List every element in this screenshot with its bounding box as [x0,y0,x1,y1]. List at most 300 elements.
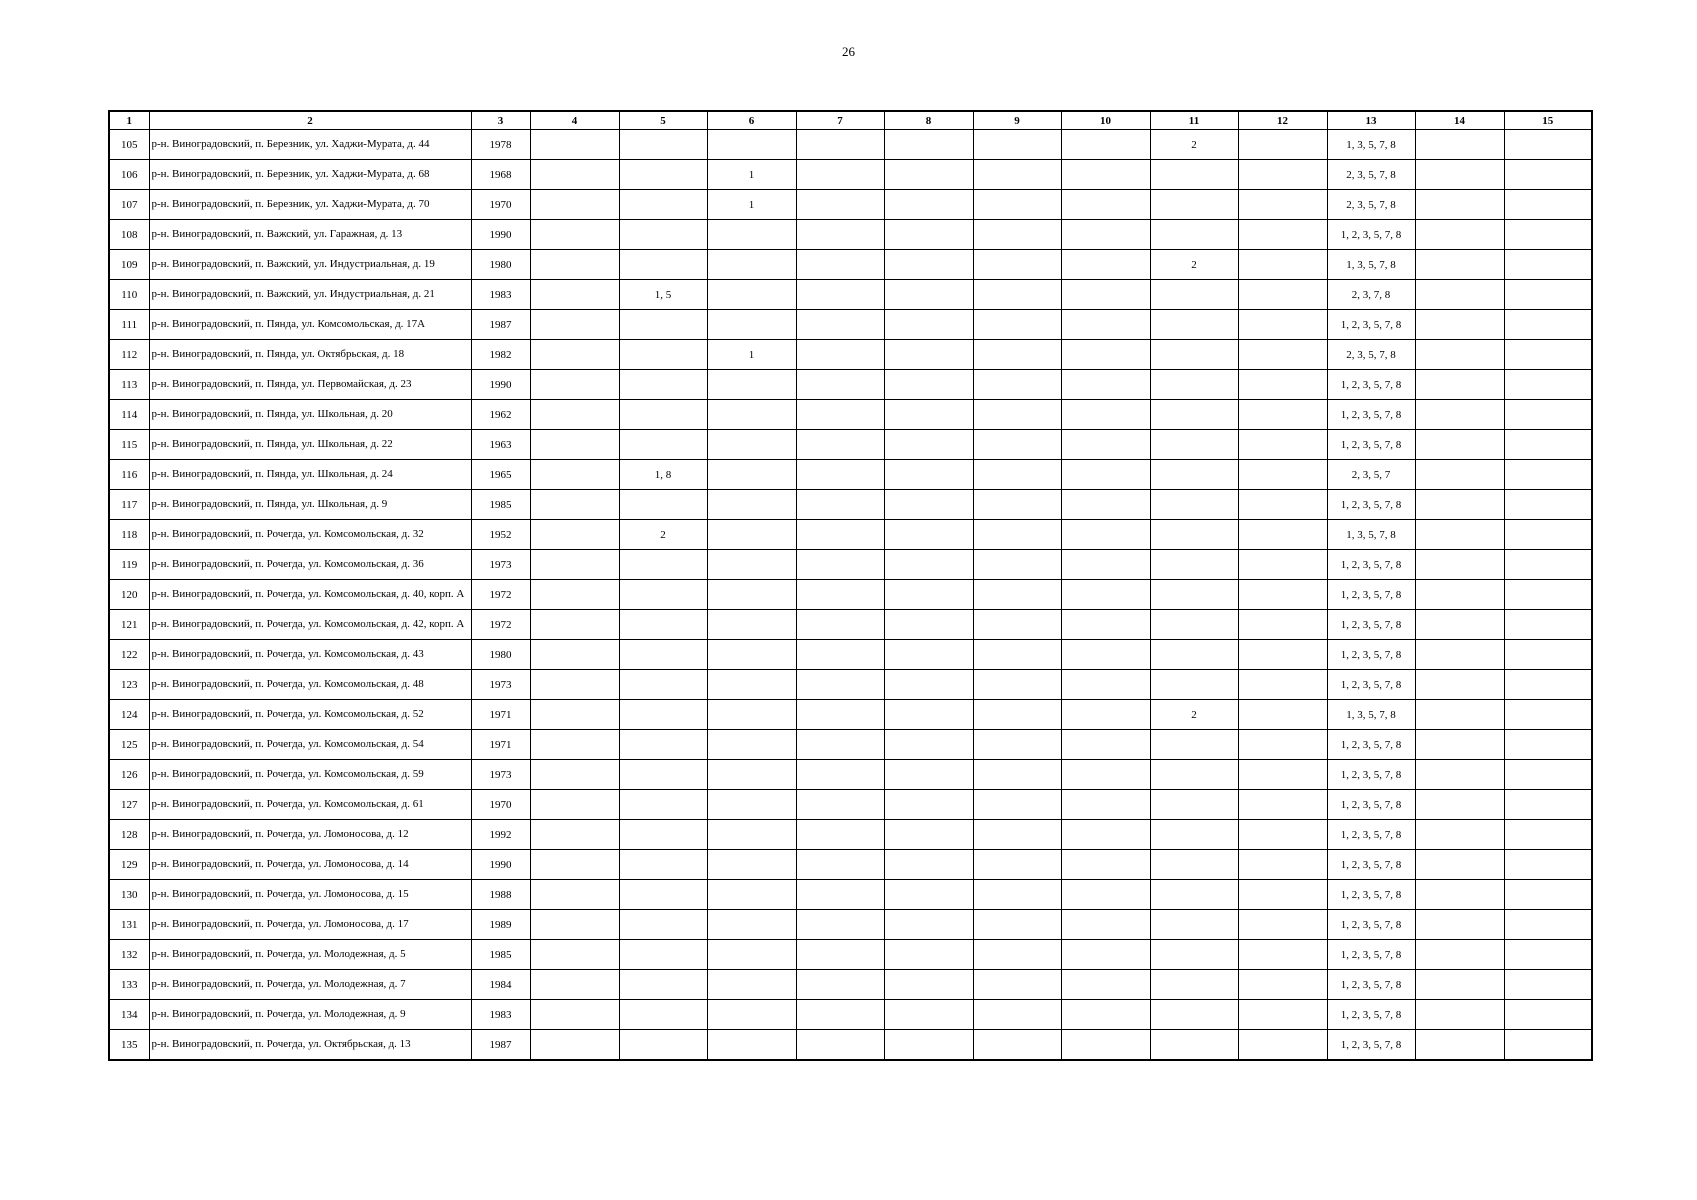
empty-cell [1061,820,1150,850]
empty-cell [973,130,1061,160]
row-number-cell: 117 [109,490,149,520]
empty-cell [884,700,973,730]
empty-cell [796,670,884,700]
address-cell: р-н. Виноградовский, п. Рочегда, ул. Молодежная, д. 9 [149,1000,471,1030]
empty-cell [1504,670,1592,700]
column-header-12: 12 [1238,111,1327,130]
table-row [109,640,1592,670]
year-cell: 1987 [471,1030,530,1061]
row-number-cell: 113 [109,370,149,400]
column-11-cell [1150,970,1238,1000]
column-5-cell: 1, 8 [619,460,707,490]
address-cell: р-н. Виноградовский, п. Рочегда, ул. Комсомольская, д. 43 [149,640,471,670]
table-row [109,940,1592,970]
empty-cell [884,460,973,490]
empty-cell [1504,190,1592,220]
table-row [109,430,1592,460]
empty-cell [1061,370,1150,400]
column-header-6: 6 [707,111,796,130]
page-number: 26 [842,44,855,59]
table-row [109,670,1592,700]
empty-cell [884,910,973,940]
row-number-cell: 122 [109,640,149,670]
empty-cell [796,370,884,400]
empty-cell [1061,700,1150,730]
column-11-cell [1150,670,1238,700]
column-6-cell [707,370,796,400]
empty-cell [530,610,619,640]
column-5-cell: 1, 5 [619,280,707,310]
empty-cell [1238,670,1327,700]
empty-cell [1061,160,1150,190]
empty-cell [884,400,973,430]
empty-cell [530,340,619,370]
column-11-cell [1150,790,1238,820]
row-number-cell: 106 [109,160,149,190]
empty-cell [1504,430,1592,460]
empty-cell [1504,730,1592,760]
year-cell: 1972 [471,610,530,640]
empty-cell [796,460,884,490]
year-cell: 1985 [471,940,530,970]
column-5-cell [619,1030,707,1061]
empty-cell [530,160,619,190]
column-5-cell [619,310,707,340]
empty-cell [1061,910,1150,940]
column-6-cell: 1 [707,340,796,370]
column-header-8: 8 [884,111,973,130]
empty-cell [1504,850,1592,880]
empty-cell [796,160,884,190]
empty-cell [1238,250,1327,280]
row-number-cell: 131 [109,910,149,940]
empty-cell [530,280,619,310]
empty-cell [530,430,619,460]
empty-cell [1061,310,1150,340]
empty-cell [884,730,973,760]
empty-cell [1238,490,1327,520]
address-cell: р-н. Виноградовский, п. Пянда, ул. Школьная, д. 20 [149,400,471,430]
table-row [109,910,1592,940]
column-6-cell [707,850,796,880]
empty-cell [530,970,619,1000]
table-row [109,190,1592,220]
empty-cell [796,910,884,940]
empty-cell [1415,340,1504,370]
empty-cell [1238,610,1327,640]
empty-cell [530,850,619,880]
row-number-cell: 111 [109,310,149,340]
empty-cell [884,970,973,1000]
empty-cell [530,820,619,850]
column-11-cell: 2 [1150,130,1238,160]
column-5-cell [619,910,707,940]
column-13-cell: 1, 3, 5, 7, 8 [1327,700,1415,730]
empty-cell [1415,490,1504,520]
empty-cell [1504,820,1592,850]
column-11-cell [1150,940,1238,970]
column-11-cell [1150,400,1238,430]
column-13-cell: 1, 2, 3, 5, 7, 8 [1327,550,1415,580]
row-number-cell: 115 [109,430,149,460]
column-6-cell [707,460,796,490]
empty-cell [1415,400,1504,430]
empty-cell [796,280,884,310]
column-11-cell [1150,550,1238,580]
empty-cell [1238,550,1327,580]
empty-cell [530,670,619,700]
column-5-cell [619,940,707,970]
empty-cell [796,970,884,1000]
empty-cell [1061,940,1150,970]
empty-cell [884,310,973,340]
table-row [109,490,1592,520]
column-5-cell [619,760,707,790]
column-13-cell: 2, 3, 5, 7, 8 [1327,340,1415,370]
year-cell: 1985 [471,490,530,520]
column-5-cell [619,130,707,160]
column-11-cell [1150,640,1238,670]
empty-cell [884,1000,973,1030]
empty-cell [530,460,619,490]
empty-cell [884,1030,973,1061]
empty-cell [884,520,973,550]
empty-cell [1504,790,1592,820]
row-number-cell: 133 [109,970,149,1000]
column-5-cell [619,160,707,190]
column-6-cell [707,130,796,160]
column-header-13: 13 [1327,111,1415,130]
row-number-cell: 130 [109,880,149,910]
address-cell: р-н. Виноградовский, п. Рочегда, ул. Ломоносова, д. 15 [149,880,471,910]
address-cell: р-н. Виноградовский, п. Важский, ул. Индустриальная, д. 19 [149,250,471,280]
column-6-cell [707,220,796,250]
column-13-cell: 1, 2, 3, 5, 7, 8 [1327,910,1415,940]
column-5-cell [619,820,707,850]
empty-cell [973,850,1061,880]
empty-cell [530,310,619,340]
empty-cell [884,610,973,640]
empty-cell [1061,640,1150,670]
row-number-cell: 109 [109,250,149,280]
table-row [109,880,1592,910]
column-13-cell: 1, 2, 3, 5, 7, 8 [1327,790,1415,820]
row-number-cell: 127 [109,790,149,820]
table-header-row [109,111,1592,130]
empty-cell [796,790,884,820]
empty-cell [884,820,973,850]
column-6-cell [707,670,796,700]
empty-cell [530,190,619,220]
empty-cell [1061,730,1150,760]
column-13-cell: 1, 2, 3, 5, 7, 8 [1327,370,1415,400]
year-cell: 1992 [471,820,530,850]
empty-cell [1415,640,1504,670]
empty-cell [1504,880,1592,910]
column-5-cell [619,430,707,460]
column-11-cell [1150,760,1238,790]
empty-cell [1061,1030,1150,1061]
empty-cell [1238,310,1327,340]
empty-cell [1415,880,1504,910]
empty-cell [1415,1030,1504,1061]
column-6-cell [707,640,796,670]
table-row [109,250,1592,280]
column-13-cell: 1, 2, 3, 5, 7, 8 [1327,580,1415,610]
column-5-cell [619,790,707,820]
empty-cell [1415,820,1504,850]
empty-cell [1238,730,1327,760]
column-11-cell [1150,1000,1238,1030]
empty-cell [796,430,884,460]
address-cell: р-н. Виноградовский, п. Березник, ул. Хаджи-Мурата, д. 70 [149,190,471,220]
column-11-cell [1150,520,1238,550]
address-cell: р-н. Виноградовский, п. Важский, ул. Индустриальная, д. 21 [149,280,471,310]
year-cell: 1962 [471,400,530,430]
column-11-cell: 2 [1150,250,1238,280]
empty-cell [973,490,1061,520]
empty-cell [1504,1030,1592,1061]
empty-cell [1504,970,1592,1000]
year-cell: 1972 [471,580,530,610]
column-5-cell [619,190,707,220]
empty-cell [530,880,619,910]
row-number-cell: 118 [109,520,149,550]
empty-cell [796,580,884,610]
empty-cell [1504,400,1592,430]
year-cell: 1980 [471,640,530,670]
column-6-cell [707,1000,796,1030]
empty-cell [973,250,1061,280]
column-11-cell [1150,850,1238,880]
empty-cell [973,700,1061,730]
empty-cell [973,460,1061,490]
table-row [109,760,1592,790]
address-cell: р-н. Виноградовский, п. Березник, ул. Хаджи-Мурата, д. 44 [149,130,471,160]
empty-cell [884,490,973,520]
year-cell: 1990 [471,370,530,400]
column-11-cell [1150,160,1238,190]
address-cell: р-н. Виноградовский, п. Пянда, ул. Школьная, д. 22 [149,430,471,460]
empty-cell [796,310,884,340]
empty-cell [884,280,973,310]
empty-cell [884,640,973,670]
empty-cell [1238,340,1327,370]
empty-cell [796,640,884,670]
column-6-cell [707,970,796,1000]
empty-cell [884,250,973,280]
empty-cell [1415,220,1504,250]
empty-cell [530,760,619,790]
empty-cell [1504,250,1592,280]
column-11-cell [1150,490,1238,520]
empty-cell [973,970,1061,1000]
empty-cell [973,310,1061,340]
column-5-cell [619,670,707,700]
column-13-cell: 1, 2, 3, 5, 7, 8 [1327,640,1415,670]
year-cell: 1971 [471,700,530,730]
column-6-cell [707,1030,796,1061]
column-11-cell [1150,730,1238,760]
column-13-cell: 2, 3, 5, 7, 8 [1327,160,1415,190]
year-cell: 1970 [471,790,530,820]
empty-cell [1061,550,1150,580]
empty-cell [1238,460,1327,490]
empty-cell [1238,400,1327,430]
empty-cell [1504,490,1592,520]
address-cell: р-н. Виноградовский, п. Рочегда, ул. Комсомольская, д. 61 [149,790,471,820]
empty-cell [530,220,619,250]
empty-cell [796,520,884,550]
empty-cell [1238,1000,1327,1030]
empty-cell [1061,520,1150,550]
empty-cell [530,490,619,520]
column-13-cell: 2, 3, 5, 7 [1327,460,1415,490]
row-number-cell: 112 [109,340,149,370]
empty-cell [796,490,884,520]
empty-cell [884,340,973,370]
column-11-cell [1150,610,1238,640]
column-6-cell [707,820,796,850]
empty-cell [1061,1000,1150,1030]
address-cell: р-н. Виноградовский, п. Пянда, ул. Школьная, д. 9 [149,490,471,520]
empty-cell [1061,460,1150,490]
row-number-cell: 124 [109,700,149,730]
empty-cell [884,190,973,220]
empty-cell [1238,1030,1327,1061]
empty-cell [796,250,884,280]
column-11-cell: 2 [1150,700,1238,730]
empty-cell [530,730,619,760]
empty-cell [1238,910,1327,940]
empty-cell [884,130,973,160]
empty-cell [884,850,973,880]
empty-cell [1415,250,1504,280]
empty-cell [530,250,619,280]
empty-cell [530,370,619,400]
table-row [109,550,1592,580]
table-row [109,310,1592,340]
column-5-cell [619,400,707,430]
address-cell: р-н. Виноградовский, п. Пянда, ул. Комсомольская, д. 17А [149,310,471,340]
table-row [109,280,1592,310]
empty-cell [1504,280,1592,310]
empty-cell [1504,700,1592,730]
empty-cell [1415,280,1504,310]
empty-cell [530,580,619,610]
empty-cell [1415,160,1504,190]
empty-cell [973,190,1061,220]
empty-cell [1415,760,1504,790]
empty-cell [973,160,1061,190]
address-cell: р-н. Виноградовский, п. Рочегда, ул. Комсомольская, д. 48 [149,670,471,700]
empty-cell [1415,580,1504,610]
column-13-cell: 1, 2, 3, 5, 7, 8 [1327,970,1415,1000]
table-row [109,700,1592,730]
empty-cell [796,1000,884,1030]
empty-cell [796,340,884,370]
year-cell: 1970 [471,190,530,220]
column-6-cell [707,700,796,730]
column-6-cell [707,310,796,340]
empty-cell [796,550,884,580]
empty-cell [1415,310,1504,340]
empty-cell [1238,970,1327,1000]
year-cell: 1952 [471,520,530,550]
column-header-5: 5 [619,111,707,130]
row-number-cell: 132 [109,940,149,970]
column-13-cell: 1, 3, 5, 7, 8 [1327,520,1415,550]
empty-cell [530,940,619,970]
column-5-cell [619,640,707,670]
empty-cell [1415,520,1504,550]
year-cell: 1973 [471,670,530,700]
row-number-cell: 120 [109,580,149,610]
row-number-cell: 108 [109,220,149,250]
year-cell: 1984 [471,970,530,1000]
column-6-cell [707,790,796,820]
address-cell: р-н. Виноградовский, п. Рочегда, ул. Комсомольская, д. 36 [149,550,471,580]
empty-cell [796,940,884,970]
empty-cell [973,640,1061,670]
column-6-cell [707,760,796,790]
empty-cell [1504,160,1592,190]
column-header-3: 3 [471,111,530,130]
empty-cell [1061,400,1150,430]
empty-cell [1504,520,1592,550]
empty-cell [973,400,1061,430]
address-cell: р-н. Виноградовский, п. Рочегда, ул. Ломоносова, д. 14 [149,850,471,880]
empty-cell [1415,190,1504,220]
column-11-cell [1150,880,1238,910]
year-cell: 1982 [471,340,530,370]
column-11-cell [1150,910,1238,940]
empty-cell [530,1030,619,1061]
column-13-cell: 1, 2, 3, 5, 7, 8 [1327,430,1415,460]
column-13-cell: 1, 2, 3, 5, 7, 8 [1327,820,1415,850]
row-number-cell: 126 [109,760,149,790]
row-number-cell: 116 [109,460,149,490]
column-header-9: 9 [973,111,1061,130]
address-cell: р-н. Виноградовский, п. Пянда, ул. Первомайская, д. 23 [149,370,471,400]
empty-cell [1061,970,1150,1000]
empty-cell [1238,370,1327,400]
column-5-cell [619,970,707,1000]
empty-cell [1238,790,1327,820]
empty-cell [884,160,973,190]
empty-cell [1061,880,1150,910]
year-cell: 1990 [471,220,530,250]
column-header-15: 15 [1504,111,1592,130]
empty-cell [530,550,619,580]
row-number-cell: 105 [109,130,149,160]
column-6-cell: 1 [707,160,796,190]
address-cell: р-н. Виноградовский, п. Рочегда, ул. Ломоносова, д. 12 [149,820,471,850]
empty-cell [973,1000,1061,1030]
table-row [109,130,1592,160]
empty-cell [973,430,1061,460]
address-cell: р-н. Виноградовский, п. Пянда, ул. Октябрьская, д. 18 [149,340,471,370]
empty-cell [973,730,1061,760]
empty-cell [796,190,884,220]
column-5-cell [619,250,707,280]
column-13-cell: 1, 2, 3, 5, 7, 8 [1327,610,1415,640]
empty-cell [884,670,973,700]
column-6-cell [707,250,796,280]
empty-cell [1504,610,1592,640]
empty-cell [796,400,884,430]
table-row [109,340,1592,370]
